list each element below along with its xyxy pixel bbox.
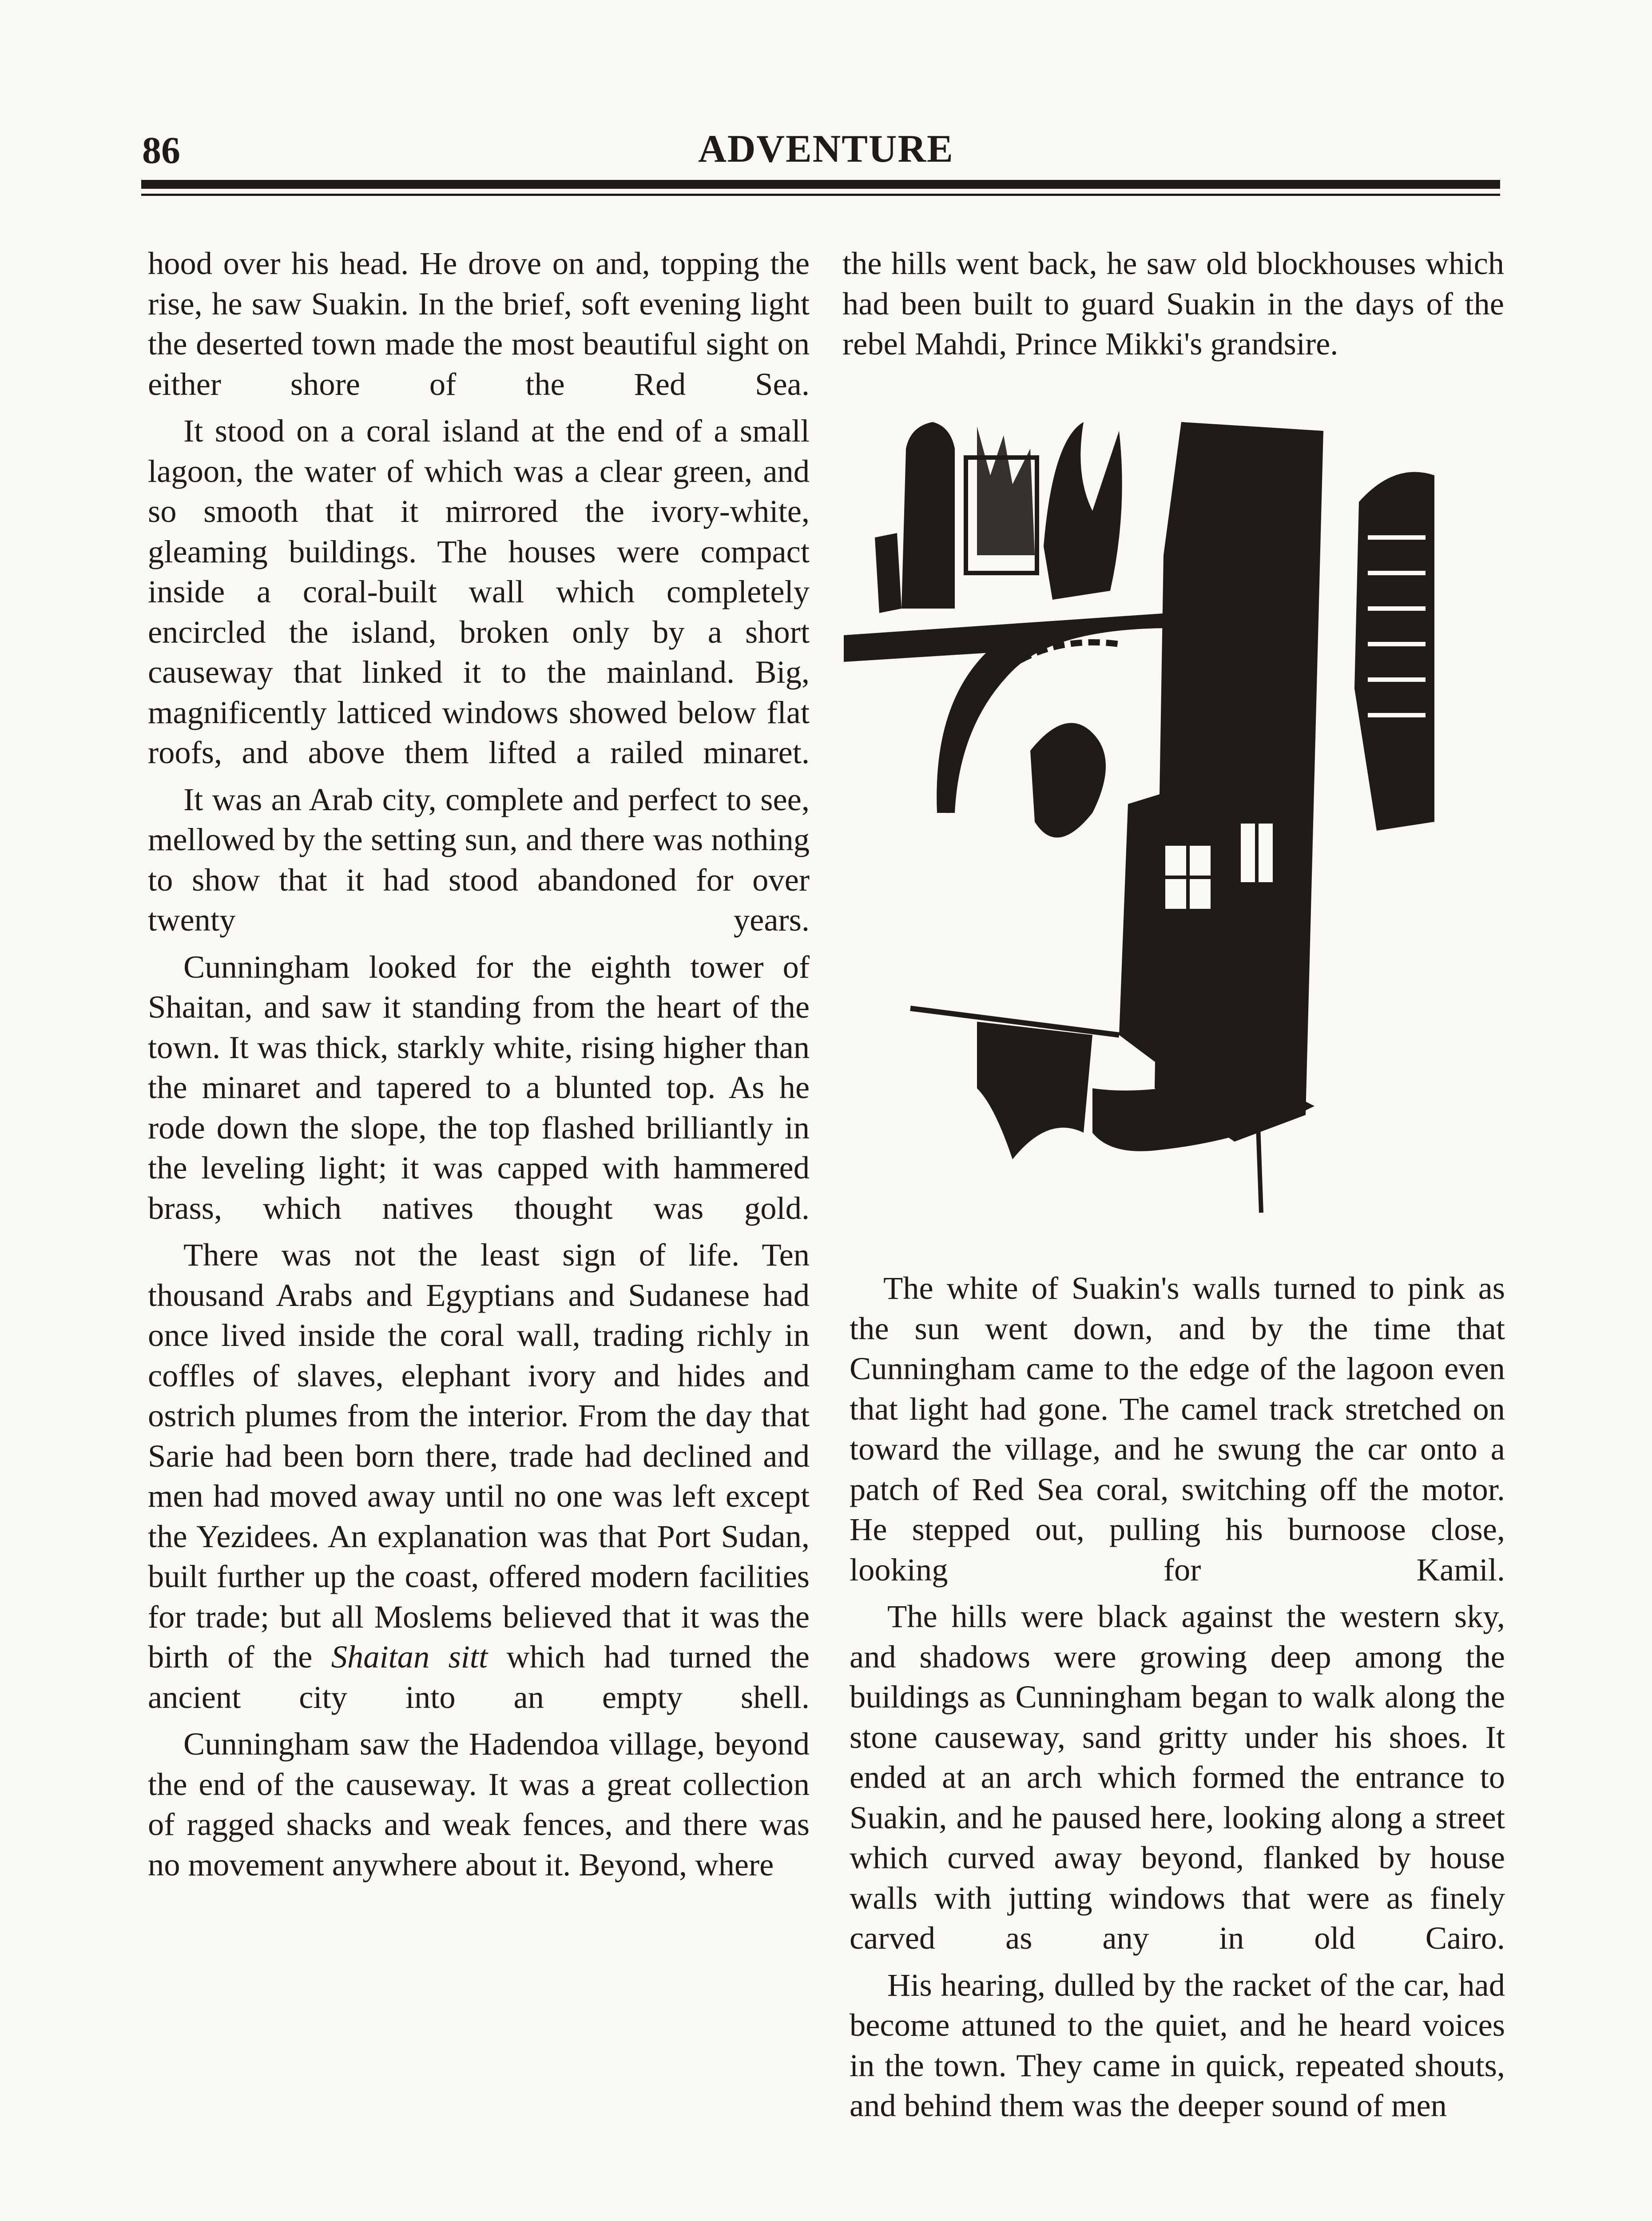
suakin-illustration [844,422,1501,1213]
magazine-title: ADVENTURE [698,127,954,171]
paragraph: The white of Suakin's walls turned to pink as the sun went down, and by the time that Cunningham came to the edge of the lagoon even that light had gone. The camel track stretched on toward the village, and he swung the car onto a patch of Red Sea coral, switching off the motor. He stepped out, pulling his burnoose close, looking for Kamil. [850,1270,1505,1588]
right-column-top [842,243,1504,364]
cloth-banner [977,1022,1092,1159]
paragraph: It stood on a coral island at the end of a small lagoon, the water of which was a clear green, and so smooth that it mirrored the ivory-white, gleaming buildings. The houses were compact inside a coral-built wall which completely encircled the island, broken only by a short causeway that linked it to the mainland. Big, magnificently latticed windows showed below flat roofs, and above them lifted a railed minaret. [148,413,810,770]
italic-text: Shaitan sitt [331,1639,488,1675]
paragraph: The hills were black against the western sky, and shadows were growing deep among the buildings as Cunningham began to walk along the stone causeway, sand gritty under his shoes. It ended at an arch which formed the entrance to Suakin, and he paused here, looking along a street which curved away beyond, flanked by house walls with jutting windows that were as finely carved as any in old Cairo. [850,1598,1505,1956]
small-house [1119,768,1288,1062]
left-tower [901,422,955,609]
header-rule-thick [141,180,1500,189]
paragraph: hood over his head. He drove on and, topping the rise, he saw Suakin. In the brief, soft evening light the deserted town made the most beautiful sight on either shore of the Red Sea. [148,245,810,402]
header-rule-thin [141,194,1500,196]
paragraph-text: There was not the least sign of life. Ten thousand Arabs and Egyptians and Sudanese had once lived inside the coral wall, trading richly in coffles of slaves, elephant ivory and hides and ostrich plumes from the interior. From the day that Sarie had been born there, trade had declined and men had moved away until no one was left except the Yezidees. An explanation was that Port Sudan, built further up the coast, offered modern facilities for trade; but all Moslems believed that it was the birth of the [148,1237,810,1675]
tree-shape [1044,422,1122,600]
paragraph: the hills went back, he saw old blockhouses which had been built to guard Suakin in the days of the rebel Mahdi, Prince Mikki's grandsire. [842,245,1504,362]
right-column-bottom [850,1268,1505,2126]
page-number: 86 [142,129,180,171]
left-column [148,243,810,1885]
paragraph: Cunningham saw the Hadendoa village, beyond the end of the causeway. It was a great collection of ragged shacks and weak fences, and there was no movement anywhere about it. Beyond, where [148,1726,810,1883]
paragraph-text: which had turned the ancient city into an empty shell. [148,1639,810,1715]
paragraph: It was an Arab city, complete and perfect to see, mellowed by the setting sun, and there was nothing to show that it had stood abandoned for over twenty years. [148,781,810,938]
paragraph: His hearing, dulled by the racket of the car, had become attuned to the quiet, and he heard voices in the town. They came in quick, repeated shouts, and behind them was the deeper sound of men [850,1966,1505,2123]
paragraph [148,1235,810,1717]
paragraph: Cunningham looked for the eighth tower of Shaitan, and saw it standing from the heart of the town. It was thick, starkly white, rising higher than the minaret and tapered to a blunted top. As he rode down the slope, the top flashed brilliantly in the leveling light; it was capped with hammered brass, which natives thought was gold. [148,948,810,1226]
